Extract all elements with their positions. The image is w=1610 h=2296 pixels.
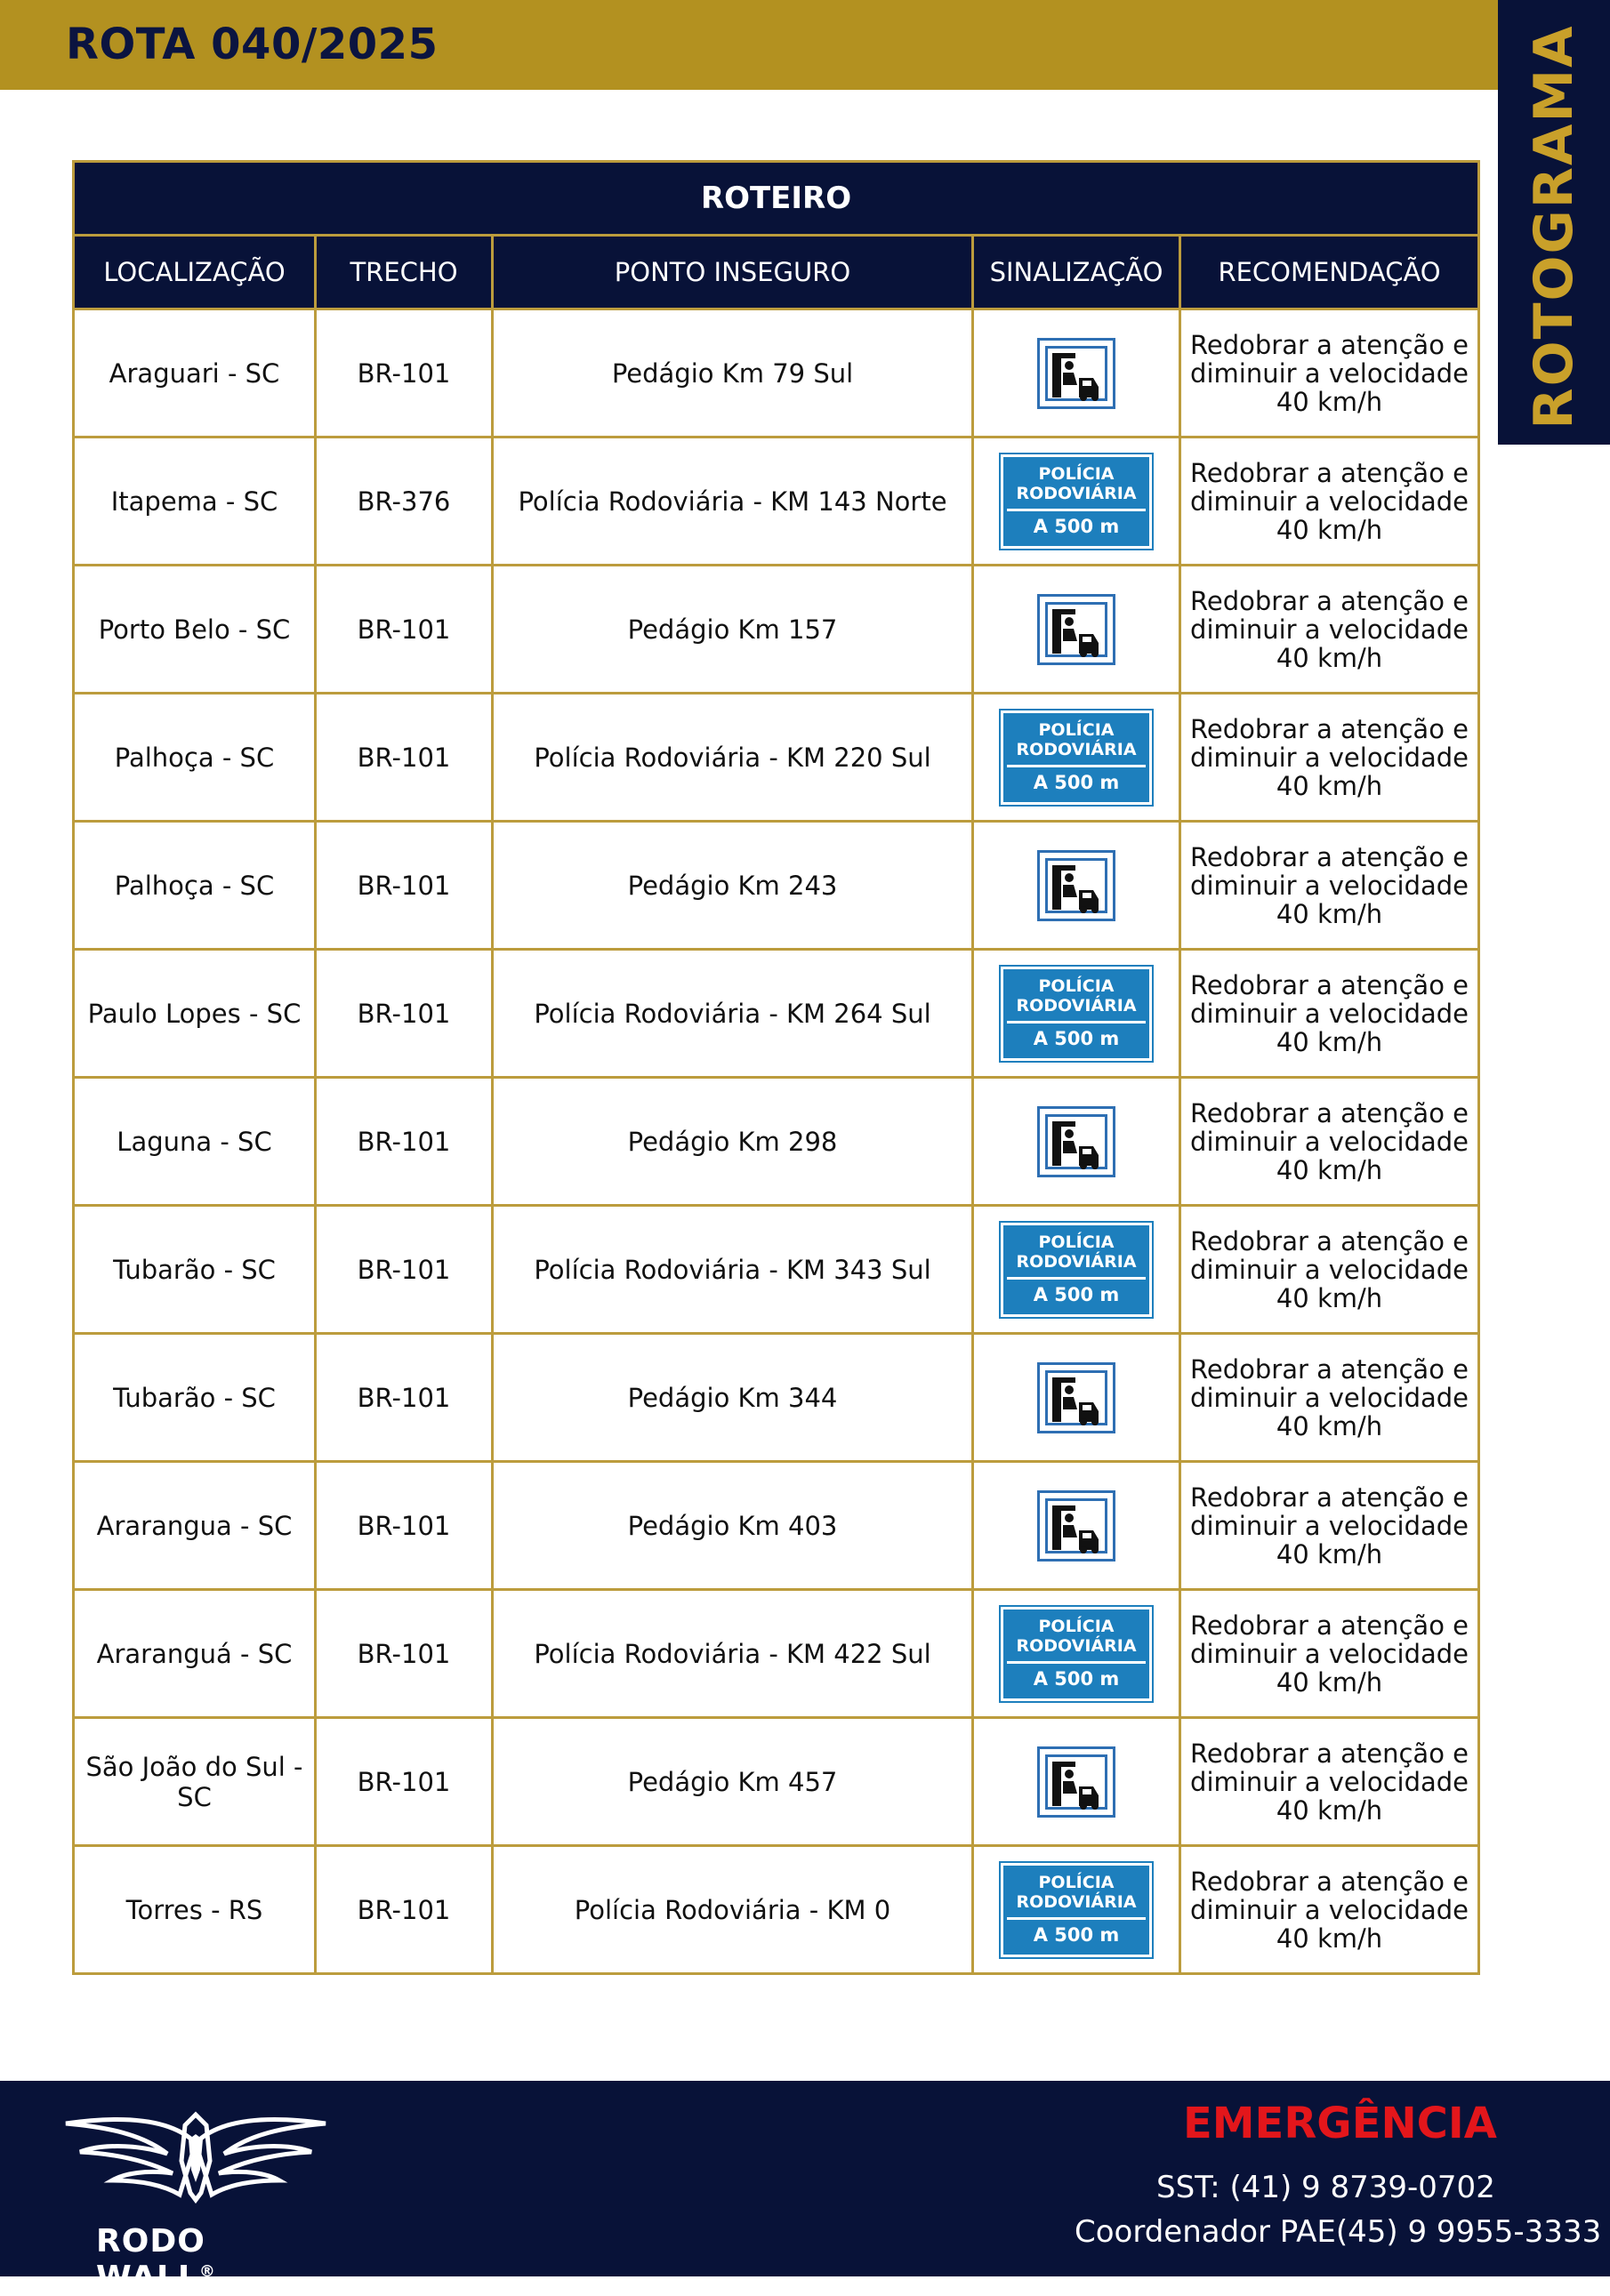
column-header-localizacao: LOCALIZAÇÃO [74, 236, 316, 309]
cell-localizacao: Porto Belo - SC [74, 566, 316, 694]
column-header-ponto-inseguro: PONTO INSEGURO [493, 236, 973, 309]
cell-ponto-inseguro: Pedágio Km 298 [493, 1078, 973, 1206]
cell-ponto-inseguro: Pedágio Km 344 [493, 1334, 973, 1462]
table-row [74, 1206, 1479, 1334]
logo-text [96, 2223, 329, 2296]
cell-trecho: BR-101 [316, 950, 493, 1078]
toll-booth-icon [1037, 850, 1115, 921]
cell-trecho: BR-376 [316, 438, 493, 566]
police-sign-line3: A 500 m [1033, 1667, 1120, 1690]
police-sign-line2: RODOVIÁRIA [1007, 996, 1146, 1024]
rodo-wall-logo [62, 2107, 329, 2296]
cell-recomendacao: Redobrar a atenção e diminuir a velocidade 40 km/h [1180, 1206, 1479, 1334]
police-sign-line3: A 500 m [1033, 1027, 1120, 1049]
cell-ponto-inseguro: Polícia Rodoviária - KM 143 Norte [493, 438, 973, 566]
cell-localizacao: Araguari - SC [74, 309, 316, 438]
cell-trecho: BR-101 [316, 822, 493, 950]
police-sign-line1: POLÍCIA [1038, 463, 1115, 484]
cell-trecho: BR-101 [316, 1206, 493, 1334]
police-sign-line3: A 500 m [1033, 515, 1120, 537]
cell-ponto-inseguro: Polícia Rodoviária - KM 0 [493, 1846, 973, 1974]
table-row [74, 1462, 1479, 1590]
route-table [72, 160, 1480, 1975]
police-sign-line1: POLÍCIA [1038, 1872, 1115, 1892]
cell-sinalizacao [973, 1846, 1180, 1974]
cell-recomendacao: Redobrar a atenção e diminuir a velocidade 40 km/h [1180, 438, 1479, 566]
cell-ponto-inseguro: Pedágio Km 457 [493, 1718, 973, 1846]
column-header-trecho: TRECHO [316, 236, 493, 309]
cell-ponto-inseguro: Polícia Rodoviária - KM 264 Sul [493, 950, 973, 1078]
cell-localizacao: Tubarão - SC [74, 1206, 316, 1334]
cell-ponto-inseguro: Polícia Rodoviária - KM 422 Sul [493, 1590, 973, 1718]
police-sign [1001, 454, 1152, 549]
cell-recomendacao: Redobrar a atenção e diminuir a velocidade 40 km/h [1180, 309, 1479, 438]
cell-trecho: BR-101 [316, 1846, 493, 1974]
cell-localizacao: Itapema - SC [74, 438, 316, 566]
logo-registered-mark: ® [198, 2262, 216, 2281]
cell-trecho: BR-101 [316, 309, 493, 438]
police-sign-line3: A 500 m [1033, 1923, 1120, 1946]
emergency-sst-phone: SST: (41) 9 8739-0702 [1156, 2170, 1495, 2205]
cell-sinalizacao [973, 1718, 1180, 1846]
cell-trecho: BR-101 [316, 694, 493, 822]
police-sign [1001, 967, 1152, 1061]
table-row [74, 694, 1479, 822]
cell-recomendacao: Redobrar a atenção e diminuir a velocidade 40 km/h [1180, 822, 1479, 950]
table-row [74, 438, 1479, 566]
toll-booth-icon [1037, 1746, 1115, 1818]
cell-recomendacao: Redobrar a atenção e diminuir a velocidade 40 km/h [1180, 1078, 1479, 1206]
table-row [74, 1334, 1479, 1462]
cell-sinalizacao [973, 694, 1180, 822]
cell-trecho: BR-101 [316, 1462, 493, 1590]
cell-localizacao: Ararangua - SC [74, 1462, 316, 1590]
cell-sinalizacao [973, 1590, 1180, 1718]
toll-booth-icon [1037, 1106, 1115, 1177]
table-row [74, 1846, 1479, 1974]
emergency-title: EMERGÊNCIA [1183, 2099, 1497, 2148]
header-bar [0, 0, 1498, 90]
cell-trecho: BR-101 [316, 1078, 493, 1206]
cell-ponto-inseguro: Pedágio Km 403 [493, 1462, 973, 1590]
table-row [74, 1718, 1479, 1846]
cell-localizacao: Palhoça - SC [74, 822, 316, 950]
cell-localizacao: Tubarão - SC [74, 1334, 316, 1462]
police-sign-line1: POLÍCIA [1038, 975, 1115, 996]
police-sign [1001, 1863, 1152, 1957]
police-sign [1001, 1223, 1152, 1317]
police-sign-line2: RODOVIÁRIA [1007, 1636, 1146, 1664]
cell-recomendacao: Redobrar a atenção e diminuir a velocidade 40 km/h [1180, 1846, 1479, 1974]
cell-sinalizacao [973, 309, 1180, 438]
toll-booth-icon [1037, 1362, 1115, 1433]
table-row [74, 309, 1479, 438]
cell-ponto-inseguro: Pedágio Km 243 [493, 822, 973, 950]
cell-recomendacao: Redobrar a atenção e diminuir a velocidade 40 km/h [1180, 1718, 1479, 1846]
cell-trecho: BR-101 [316, 1718, 493, 1846]
toll-booth-icon [1037, 1490, 1115, 1561]
page-title: ROTA 040/2025 [66, 20, 439, 69]
cell-sinalizacao [973, 1078, 1180, 1206]
cell-sinalizacao [973, 438, 1180, 566]
side-tab-label: ROTOGRAMA [1523, 24, 1585, 429]
emergency-coordinator-phone: Coordenador PAE(45) 9 9955-3333 [1075, 2214, 1602, 2250]
cell-ponto-inseguro: Pedágio Km 79 Sul [493, 309, 973, 438]
cell-trecho: BR-101 [316, 1590, 493, 1718]
cell-localizacao: Laguna - SC [74, 1078, 316, 1206]
cell-ponto-inseguro: Pedágio Km 157 [493, 566, 973, 694]
cell-sinalizacao [973, 1206, 1180, 1334]
toll-booth-icon [1037, 594, 1115, 665]
table-row [74, 566, 1479, 694]
logo-text-label: RODO WALL [96, 2223, 205, 2296]
police-sign-line2: RODOVIÁRIA [1007, 1892, 1146, 1920]
cell-ponto-inseguro: Polícia Rodoviária - KM 220 Sul [493, 694, 973, 822]
cell-ponto-inseguro: Polícia Rodoviária - KM 343 Sul [493, 1206, 973, 1334]
cell-localizacao: Palhoça - SC [74, 694, 316, 822]
police-sign-line1: POLÍCIA [1038, 1232, 1115, 1252]
toll-booth-icon [1037, 338, 1115, 409]
police-sign [1001, 1607, 1152, 1701]
cell-sinalizacao [973, 566, 1180, 694]
cell-trecho: BR-101 [316, 566, 493, 694]
police-sign-line2: RODOVIÁRIA [1007, 1252, 1146, 1280]
cell-sinalizacao [973, 822, 1180, 950]
police-sign-line1: POLÍCIA [1038, 1616, 1115, 1636]
side-tab [1498, 0, 1610, 445]
cell-localizacao: Araranguá - SC [74, 1590, 316, 1718]
table-row [74, 950, 1479, 1078]
cell-trecho: BR-101 [316, 1334, 493, 1462]
cell-recomendacao: Redobrar a atenção e diminuir a velocidade 40 km/h [1180, 694, 1479, 822]
winged-horse-icon [62, 2107, 329, 2223]
cell-localizacao: Torres - RS [74, 1846, 316, 1974]
cell-localizacao: São João do Sul - SC [74, 1718, 316, 1846]
police-sign [1001, 710, 1152, 805]
table-row [74, 822, 1479, 950]
table-row [74, 1590, 1479, 1718]
column-header-recomendacao: RECOMENDAÇÃO [1180, 236, 1479, 309]
footer [0, 2081, 1610, 2296]
police-sign-line2: RODOVIÁRIA [1007, 484, 1146, 511]
table-row [74, 1078, 1479, 1206]
table-title: ROTEIRO [74, 162, 1479, 236]
cell-recomendacao: Redobrar a atenção e diminuir a velocidade 40 km/h [1180, 566, 1479, 694]
police-sign-line1: POLÍCIA [1038, 719, 1115, 740]
cell-localizacao: Paulo Lopes - SC [74, 950, 316, 1078]
column-header-sinalizacao: SINALIZAÇÃO [973, 236, 1180, 309]
police-sign-line2: RODOVIÁRIA [1007, 740, 1146, 767]
table-body [74, 309, 1479, 1974]
cell-sinalizacao [973, 1462, 1180, 1590]
police-sign-line3: A 500 m [1033, 771, 1120, 793]
police-sign-line3: A 500 m [1033, 1283, 1120, 1305]
cell-recomendacao: Redobrar a atenção e diminuir a velocidade 40 km/h [1180, 950, 1479, 1078]
cell-sinalizacao [973, 1334, 1180, 1462]
cell-recomendacao: Redobrar a atenção e diminuir a velocidade 40 km/h [1180, 1590, 1479, 1718]
cell-recomendacao: Redobrar a atenção e diminuir a velocidade 40 km/h [1180, 1334, 1479, 1462]
cell-sinalizacao [973, 950, 1180, 1078]
cell-recomendacao: Redobrar a atenção e diminuir a velocidade 40 km/h [1180, 1462, 1479, 1590]
